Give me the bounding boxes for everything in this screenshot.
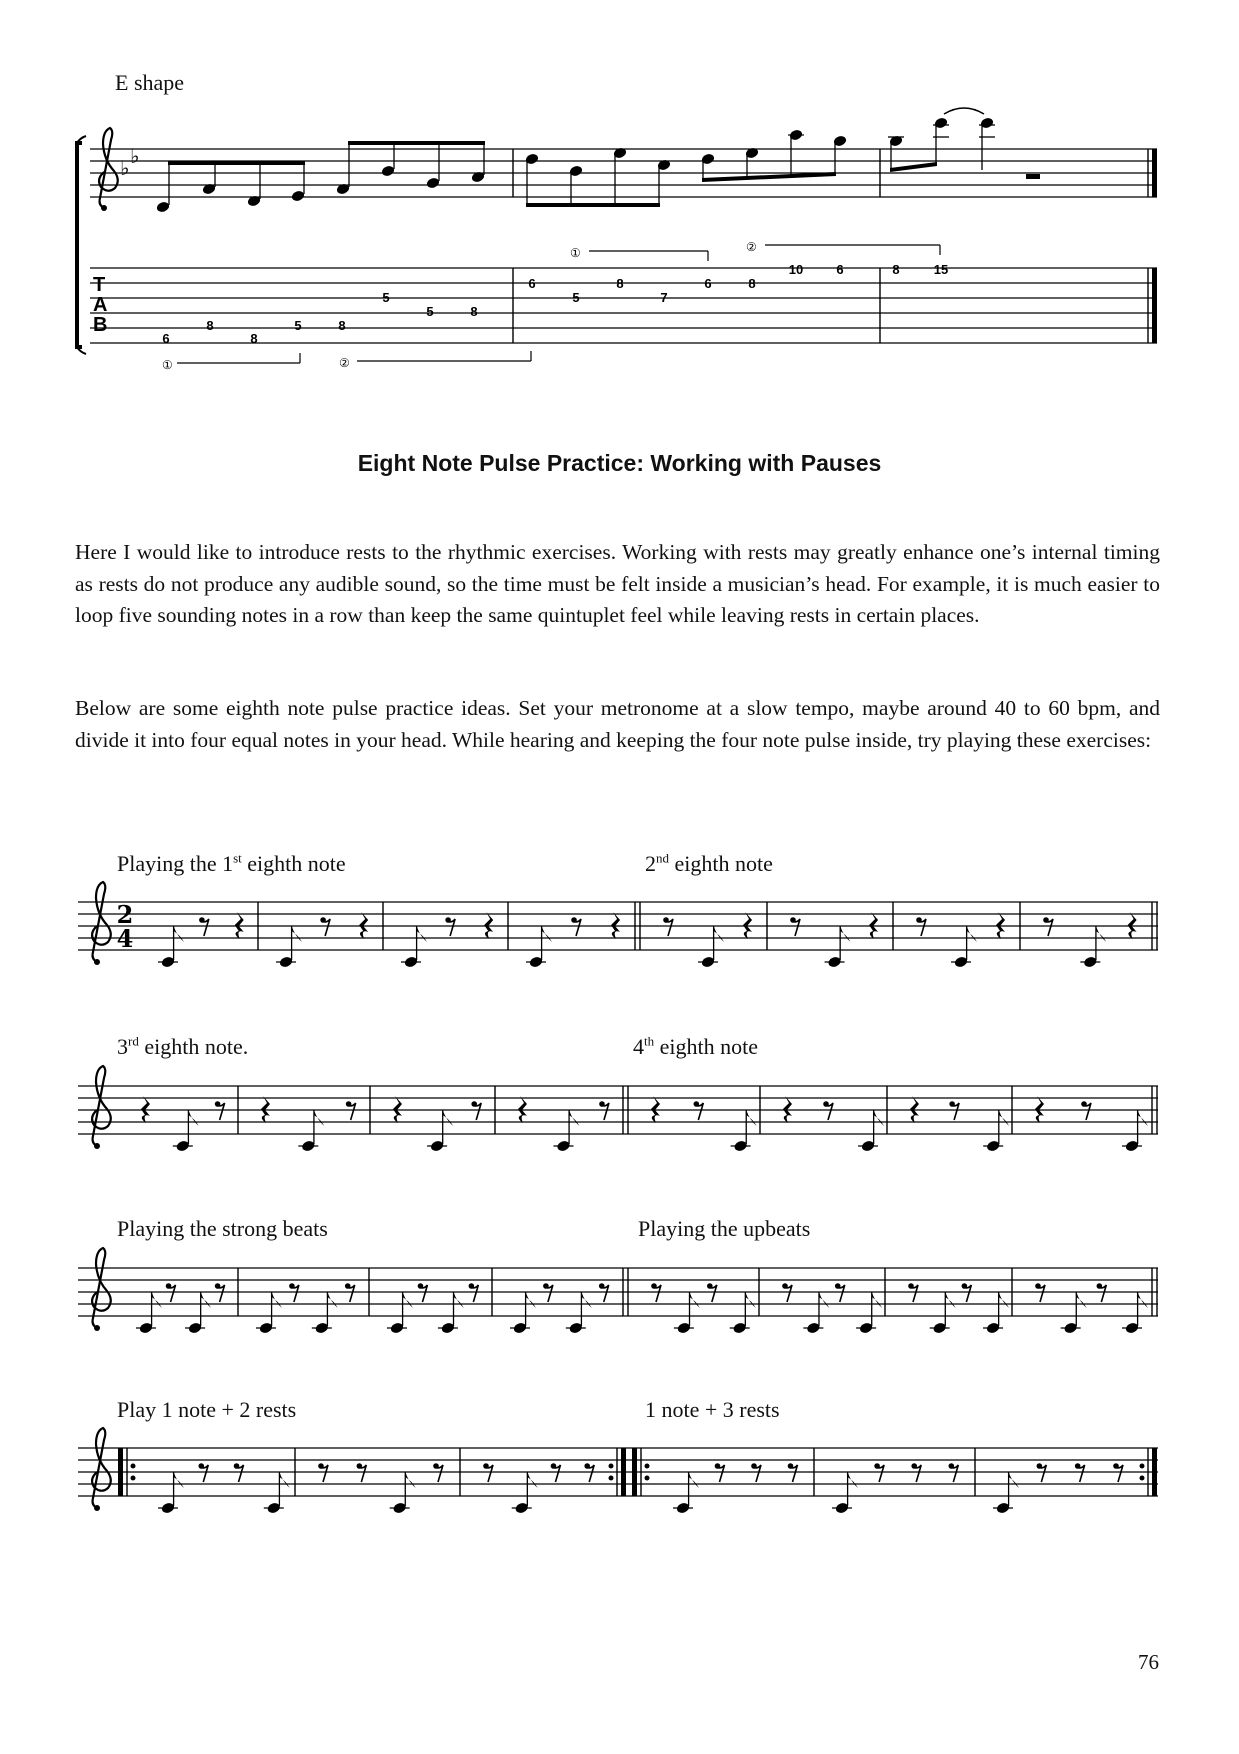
- time-signature-top: 2: [116, 900, 134, 929]
- tab-number: 10: [788, 262, 804, 277]
- note-flag: [874, 1110, 884, 1126]
- note-flag: [999, 1292, 1009, 1308]
- eighth-rest: [436, 1465, 443, 1482]
- eighth-rest: [696, 1103, 703, 1120]
- eighth-rest: [951, 1465, 958, 1482]
- eighth-rest: [1039, 1465, 1046, 1482]
- tab-number: 8: [206, 318, 214, 333]
- paragraph-practice-ideas: Below are some eighth note pulse practice ideas. Set your metronome at a slow tempo, maybe around 40 to 60 bpm, and divide it into four equal notes in your head. While hearing and keeping the four note pulse inside, try playing these exercises:: [75, 696, 1160, 752]
- eighth-rest: [323, 919, 330, 936]
- tab-number: 8: [250, 331, 258, 346]
- flat-icon: ♭: [130, 144, 140, 168]
- eighth-rest: [292, 1285, 299, 1302]
- note-flag: [689, 1472, 699, 1488]
- repeat-dot: [1140, 1464, 1145, 1469]
- tab-number: 7: [660, 290, 668, 305]
- tab-number: 6: [162, 331, 170, 346]
- eighth-rest: [237, 1465, 244, 1482]
- eighth-rest: [1078, 1465, 1085, 1482]
- eighth-rest: [201, 1465, 208, 1482]
- repeat-thick-bar: [118, 1448, 123, 1496]
- note-flag: [314, 1110, 324, 1126]
- repeat-thick-bar: [632, 1448, 637, 1496]
- eighth-rest: [602, 1103, 609, 1120]
- page-number: 76: [1138, 1650, 1159, 1674]
- note-flag: [527, 1472, 537, 1488]
- eighth-rest: [1084, 1103, 1091, 1120]
- clef-dot: [94, 959, 100, 965]
- repeat-thick-bar: [1152, 1448, 1157, 1496]
- clef-dot: [94, 1325, 100, 1331]
- exercise-label-3rd-eighth: 3rd eighth note.: [117, 1033, 249, 1059]
- note-flag: [279, 1472, 289, 1488]
- eighth-rest: [348, 1285, 355, 1302]
- tab-number: 8: [470, 304, 478, 319]
- repeat-dot: [645, 1464, 650, 1469]
- repeat-dot: [609, 1476, 614, 1481]
- eighth-rest: [666, 919, 673, 936]
- clef-dot: [94, 1143, 100, 1149]
- note-flag: [690, 1292, 700, 1308]
- tab-number: 8: [748, 276, 756, 291]
- note-flag: [746, 1110, 756, 1126]
- note-flag: [174, 926, 184, 942]
- tab-number: 5: [572, 290, 580, 305]
- note-flag: [999, 1110, 1009, 1126]
- eighth-rest: [1046, 919, 1053, 936]
- section-heading: Eight Note Pulse Practice: Working with Pauses: [357, 450, 882, 476]
- tab-label-a: A: [93, 294, 108, 316]
- note-flag: [840, 926, 850, 942]
- string-marker: ②: [746, 240, 757, 254]
- eighth-rest: [202, 919, 209, 936]
- eighth-rest: [785, 1285, 792, 1302]
- exercise-label-strong-beats: Playing the strong beats: [117, 1216, 328, 1241]
- exercise-label-1st-eighth: Playing the 1st eighth note: [117, 850, 346, 876]
- note-flag: [945, 1292, 955, 1308]
- note-flag: [403, 1292, 413, 1308]
- clef-dot: [94, 1505, 100, 1511]
- eighth-rest: [1099, 1285, 1106, 1302]
- note-flag: [1009, 1472, 1019, 1488]
- note-flag: [417, 926, 427, 942]
- note-flag: [405, 1472, 415, 1488]
- exercise-label-4th-eighth: 4th eighth note: [633, 1033, 758, 1059]
- note-flag: [1096, 926, 1106, 942]
- eighth-rest: [359, 1465, 366, 1482]
- note-flag: [152, 1292, 162, 1308]
- eighth-rest: [602, 1285, 609, 1302]
- exercise-label-upbeats: Playing the upbeats: [638, 1216, 811, 1241]
- note-flag: [272, 1292, 282, 1308]
- eighth-rest: [471, 1285, 478, 1302]
- eighth-rest: [474, 1103, 481, 1120]
- eighth-rest: [952, 1103, 959, 1120]
- note-flag: [327, 1292, 337, 1308]
- eighth-rest: [826, 1103, 833, 1120]
- tab-number: 5: [382, 290, 390, 305]
- eighth-rest: [717, 1465, 724, 1482]
- eighth-rest: [420, 1285, 427, 1302]
- note-flag: [714, 926, 724, 942]
- note-flag: [526, 1292, 536, 1308]
- eighth-rest: [218, 1285, 225, 1302]
- exercise-label-1-note-3-rests: 1 note + 3 rests: [645, 1397, 780, 1422]
- eighth-rest: [218, 1103, 225, 1120]
- note-flag: [201, 1292, 211, 1308]
- note-flag: [174, 1472, 184, 1488]
- string-marker: ①: [570, 246, 581, 260]
- exercise-label-2nd-eighth: 2nd eighth note: [645, 850, 773, 876]
- eighth-rest: [321, 1465, 328, 1482]
- repeat-dot: [645, 1476, 650, 1481]
- time-signature-bottom: 4: [116, 924, 134, 953]
- eighth-rest: [169, 1285, 176, 1302]
- eighth-rest: [838, 1285, 845, 1302]
- string-marker: ①: [162, 358, 173, 372]
- paragraph-rests-intro: Here I would like to introduce rests to the rhythmic exercises. Working with rests may greatly enhance one’s internal timing as rests do not produce any audible sound, so the time must be felt inside a musician’s head. For example, it is much easier to loop five sounding notes in a row than keep the same quintuplet feel while leaving rests in certain places.: [75, 540, 1160, 627]
- repeat-dot: [131, 1476, 136, 1481]
- figure-title: E shape: [115, 70, 185, 95]
- repeat-dot: [1140, 1476, 1145, 1481]
- tab-number: 6: [704, 276, 712, 291]
- tab-number: 5: [294, 318, 302, 333]
- note-flag: [188, 1110, 198, 1126]
- tab-number: 8: [892, 262, 900, 277]
- eighth-rest: [349, 1103, 356, 1120]
- note-flag: [581, 1292, 591, 1308]
- eighth-rest: [654, 1285, 661, 1302]
- note-flag: [292, 926, 302, 942]
- string-marker: ②: [339, 356, 350, 370]
- tab-number: 6: [528, 276, 536, 291]
- eighth-rest: [574, 919, 581, 936]
- exercise-label-1-note-2-rests: Play 1 note + 2 rests: [117, 1397, 297, 1422]
- eighth-rest: [546, 1285, 553, 1302]
- note-flag: [848, 1472, 858, 1488]
- eighth-rest: [486, 1465, 493, 1482]
- tab-number: 8: [616, 276, 624, 291]
- note-flag: [745, 1292, 755, 1308]
- note-flag: [443, 1110, 453, 1126]
- tab-number: 5: [426, 304, 434, 319]
- eighth-rest: [553, 1465, 560, 1482]
- tab-label-t: T: [93, 274, 106, 296]
- note-flag: [967, 926, 977, 942]
- repeat-dot: [609, 1464, 614, 1469]
- note-flag: [454, 1292, 464, 1308]
- eighth-rest: [1038, 1285, 1045, 1302]
- eighth-rest: [793, 919, 800, 936]
- eighth-rest: [1116, 1465, 1123, 1482]
- flat-icon: ♭: [120, 156, 130, 180]
- eighth-rest: [964, 1285, 971, 1302]
- eighth-rest: [448, 919, 455, 936]
- eighth-rest: [790, 1465, 797, 1482]
- eighth-rest: [754, 1465, 761, 1482]
- tab-label-b: B: [93, 314, 108, 336]
- note-flag: [1138, 1292, 1148, 1308]
- note-flag: [569, 1110, 579, 1126]
- repeat-thick-bar: [621, 1448, 626, 1496]
- tab-number: 6: [836, 262, 844, 277]
- eighth-rest: [919, 919, 926, 936]
- eighth-rest: [877, 1465, 884, 1482]
- note-flag: [542, 926, 552, 942]
- note-flag: [872, 1292, 882, 1308]
- eighth-rest: [710, 1285, 717, 1302]
- repeat-dot: [131, 1464, 136, 1469]
- eighth-rest: [587, 1465, 594, 1482]
- tab-number: 15: [933, 262, 949, 277]
- eighth-rest: [911, 1285, 918, 1302]
- note-flag: [1076, 1292, 1086, 1308]
- eighth-rest: [914, 1465, 921, 1482]
- tab-number: 8: [338, 318, 346, 333]
- note-flag: [1138, 1110, 1148, 1126]
- note-flag: [819, 1292, 829, 1308]
